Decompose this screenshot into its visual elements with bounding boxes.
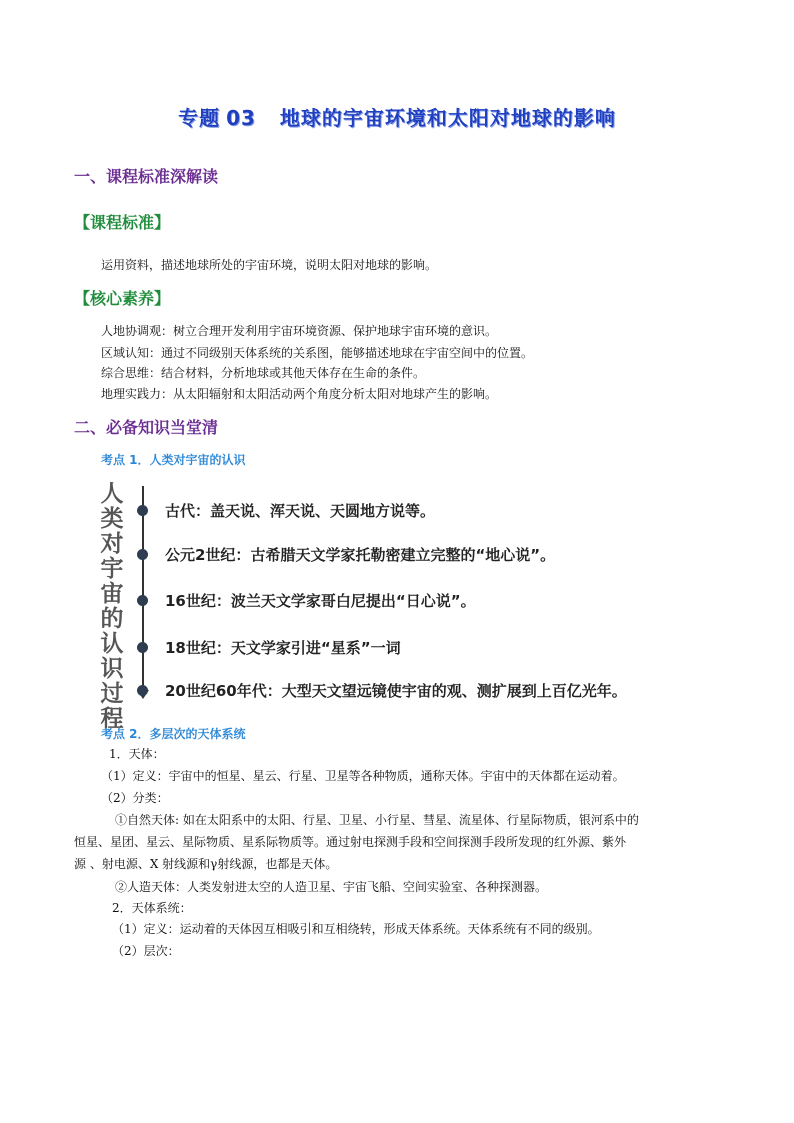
core-literacy-heading: 【核心素养】 <box>74 289 171 308</box>
timeline-item: 18世纪：天文学家引进“星系”一词 <box>137 637 401 658</box>
timeline-dot <box>137 642 148 653</box>
timeline-dot <box>137 505 148 516</box>
course-standard-heading: 【课程标准】 <box>74 213 171 232</box>
course-standard-text: 运用资料，描述地球所处的宇宙环境，说明太阳对地球的影响。 <box>101 258 438 272</box>
exam-point-1: 考点 1．人类对宇宙的认识 <box>101 453 246 467</box>
body-line: 源 、射电源、X 射线源和γ射线源，也都是天体。 <box>74 857 338 871</box>
literacy-item: 综合思维：结合材料，分析地球或其他天体存在生命的条件。 <box>101 366 426 380</box>
body-line: 恒星、星团、星云、星际物质、星系际物质等。通过射电探测手段和空间探测手段所发现的红外源、紫外 <box>74 835 627 849</box>
title-prefix: 专题 <box>178 106 221 130</box>
timeline-dot <box>137 685 148 696</box>
section-2-heading: 二、必备知识当堂清 <box>74 418 219 437</box>
body-line: ②人造天体：人类发射进太空的人造卫星、宇宙飞船、空间实验室、各种探测器。 <box>115 880 548 894</box>
timeline-vertical-label: 人 类 对 宇 宙 的 认 识 过 程 <box>100 481 124 732</box>
timeline-dot <box>137 549 148 560</box>
title-topic: 地球的宇宙环境和太阳对地球的影响 <box>279 106 616 130</box>
section-1-heading: 一、课程标准深解读 <box>74 167 219 186</box>
timeline-item: 16世纪：波兰天文学家哥白尼提出“日心说”。 <box>137 590 476 611</box>
timeline-item: 古代：盖天说、浑天说、天圆地方说等。 <box>137 500 435 521</box>
literacy-item: 区域认知：通过不同级别天体系统的关系图，能够描述地球在宇宙空间中的位置。 <box>101 346 534 360</box>
body-line: 2．天体系统： <box>112 901 192 915</box>
body-line: （1）定义：运动着的天体因互相吸引和互相绕转，形成天体系统。天体系统有不同的级别。 <box>112 922 600 936</box>
body-line: （2）分类： <box>101 791 169 805</box>
body-line: 1．天体： <box>109 747 165 761</box>
cosmos-timeline-figure <box>95 478 635 732</box>
exam-point-2: 考点 2．多层次的天体系统 <box>101 727 246 741</box>
body-line: ①自然天体: 如在太阳系中的太阳、行星、卫星、小行星、彗星、流星体、行星际物质，银河系中的 <box>115 813 639 827</box>
body-line: （1）定义：宇宙中的恒星、星云、行星、卫星等各种物质，通称天体。宇宙中的天体都在运动着。 <box>101 769 625 783</box>
literacy-item: 地理实践力：从太阳辐射和太阳活动两个角度分析太阳对地球产生的影响。 <box>101 387 498 401</box>
document-title <box>0 102 794 131</box>
timeline-item: 20世纪60年代：大型天文望远镜使宇宙的观、测扩展到上百亿光年。 <box>137 680 627 701</box>
timeline-item: 公元2世纪：古希腊天文学家托勒密建立完整的“地心说”。 <box>137 544 555 565</box>
body-line: （2）层次： <box>112 944 180 958</box>
literacy-item: 人地协调观：树立合理开发利用宇宙环境资源、保护地球宇宙环境的意识。 <box>101 324 498 338</box>
timeline-dot <box>137 595 148 606</box>
title-number: 03 <box>226 106 256 130</box>
